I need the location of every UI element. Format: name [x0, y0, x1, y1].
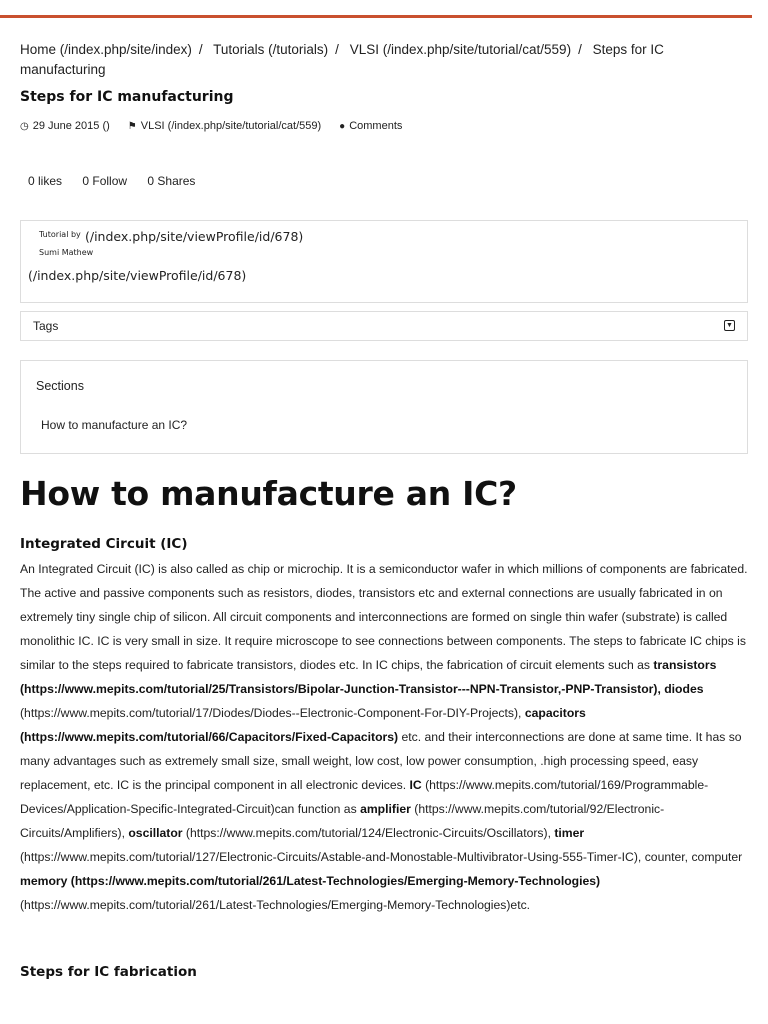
shares-count[interactable]: 0 Shares	[147, 174, 196, 188]
post-category[interactable]	[128, 120, 321, 132]
author-name[interactable]: Sumi Mathew	[39, 248, 94, 257]
body-segment: (https://www.mepits.com/tutorial/127/Electronic-Circuits/Astable-and-Monostable-Multivibrator-Using-555-Timer-IC), counter, computer	[20, 850, 743, 864]
sections-panel	[20, 360, 748, 454]
body-segment: An Integrated Circuit (IC) is also called as chip or microchip. It is a semiconductor wafer in which millions of components are fabricated. The active and passive components such as resistors, diodes, transistors etc and external connections are usually fabricated in on extremely tiny single chip of silicon. All circuit components and interconnections are formed on single thin wafer (substrate) is called monolithic IC. IC is very small in size. It require microscope to see connections between components. The steps to fabricate IC chips is similar to the steps required to fabricate transistors, diodes etc. In IC chips, the fabrication of circuit elements such as	[20, 562, 748, 672]
article-subheading-2: Steps for IC fabrication	[20, 964, 197, 980]
body-segment: (https://www.mepits.com/tutorial/92/Electronic-Circuits/Amplifiers),	[20, 802, 665, 840]
author-profile-link[interactable]: (/index.php/site/viewProfile/id/678)	[85, 229, 304, 244]
breadcrumb-separator: /	[578, 42, 582, 57]
body-link-transistors-diodes[interactable]: transistors (https://www.mepits.com/tutorial/25/Transistors/Bipolar-Junction-Transistor---NPN-Transistor,-PNP-Transistor), diodes	[20, 658, 717, 696]
article-heading: How to manufacture an IC?	[20, 474, 517, 513]
tutorial-by-label: Tutorial by	[39, 230, 81, 239]
author-box	[20, 220, 748, 303]
section-link[interactable]: How to manufacture an IC?	[41, 418, 188, 432]
likes-count[interactable]: 0 likes	[28, 174, 63, 188]
article-body	[20, 557, 748, 917]
author-profile-link-2[interactable]: (/index.php/site/viewProfile/id/678)	[28, 268, 247, 283]
post-comments-text[interactable]: Comments	[349, 120, 403, 132]
body-segment: etc. and their interconnections are done at same time. It has so many advantages such as extremely small size, small weight, low cost, low power consumption, .high processing speed, easy replacement, etc. IC is the principal component in all electronic devices.	[20, 730, 742, 792]
caret-square-down-icon[interactable]: ▼	[724, 320, 735, 331]
body-segment: (https://www.mepits.com/tutorial/124/Electronic-Circuits/Oscillators),	[182, 826, 555, 840]
breadcrumb-current: Steps for IC manufacturing	[20, 42, 664, 77]
breadcrumb-tutorials[interactable]: Tutorials (/tutorials)	[213, 42, 329, 57]
body-link-oscillator[interactable]: oscillator	[128, 826, 183, 840]
post-date-text: 29 June 2015 ()	[32, 120, 110, 132]
breadcrumb-home[interactable]: Home (/index.php/site/index)	[20, 42, 192, 57]
post-meta	[20, 120, 420, 132]
page-title: Steps for IC manufacturing	[20, 89, 234, 105]
post-comments[interactable]	[339, 120, 402, 132]
post-date	[20, 120, 110, 132]
body-link-memory[interactable]: memory (https://www.mepits.com/tutorial/261/Latest-Technologies/Emerging-Memory-Technologies)	[20, 874, 601, 888]
body-segment: (https://www.mepits.com/tutorial/261/Latest-Technologies/Emerging-Memory-Technologies)etc.	[20, 898, 531, 912]
follow-count[interactable]: 0 Follow	[82, 174, 128, 188]
tag-icon: ⚑	[127, 120, 137, 132]
social-stats	[28, 174, 212, 188]
post-category-text[interactable]: VLSI (/index.php/site/tutorial/cat/559)	[140, 120, 322, 132]
top-accent-bar	[0, 15, 752, 18]
clock-icon: ◷	[20, 120, 29, 132]
body-link-capacitors[interactable]: capacitors (https://www.mepits.com/tutorial/66/Capacitors/Fixed-Capacitors)	[20, 706, 586, 744]
breadcrumb-vlsi[interactable]: VLSI (/index.php/site/tutorial/cat/559)	[349, 42, 572, 57]
body-link-ic[interactable]: IC	[409, 778, 422, 792]
breadcrumb-separator: /	[335, 42, 339, 57]
body-segment: (https://www.mepits.com/tutorial/17/Diodes/Diodes--Electronic-Component-For-DIY-Projects),	[20, 706, 525, 720]
comment-icon: ●	[339, 120, 346, 132]
tags-panel[interactable]	[20, 311, 748, 341]
body-link-amplifier[interactable]: amplifier	[360, 802, 411, 816]
article-subheading: Integrated Circuit (IC)	[20, 536, 188, 552]
tags-label: Tags	[33, 319, 59, 333]
breadcrumb	[20, 40, 748, 80]
body-segment: (https://www.mepits.com/tutorial/169/Programmable-Devices/Application-Specific-Integrated-Circuit)can function as	[20, 778, 709, 816]
sections-label: Sections	[36, 379, 84, 393]
breadcrumb-separator: /	[198, 42, 203, 57]
body-link-timer[interactable]: timer	[554, 826, 585, 840]
